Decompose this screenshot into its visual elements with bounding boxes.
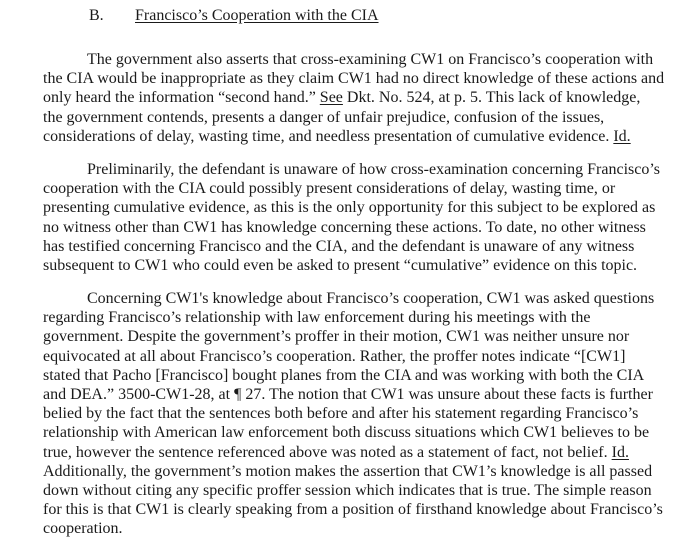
text-line: true, however the sentence referenced above was noted as a statement of fact, not belief. Id. bbox=[43, 443, 629, 461]
text-line: for this is that CW1 is clearly speaking from a position of firsthand knowledge about Francisco’s bbox=[43, 501, 663, 519]
section-heading bbox=[89, 6, 379, 26]
text-line: the CIA would be inappropriate as they claim CW1 had no direct knowledge of these actions and bbox=[43, 70, 665, 88]
text-line: down without citing any specific proffer session which indicates that is true. The simple reason bbox=[43, 482, 652, 500]
text-line: the government contends, presents a danger of unfair prejudice, confusion of the issues, bbox=[43, 108, 605, 126]
section-letter: B. bbox=[89, 7, 104, 24]
text-line: relationship with American law enforcement both discuss situations which CW1 believes to be bbox=[43, 424, 650, 442]
text-line: has testified concerning Francisco and the CIA, and the defendant is unaware of any witness bbox=[43, 237, 635, 255]
text-line: government. Despite the government’s proffer in their motion, CW1 was neither unsure nor bbox=[43, 328, 630, 346]
text-line: only heard the information “second hand.” See Dkt. No. 524, at p. 5. This lack of knowledge, bbox=[43, 89, 641, 107]
text-line: cooperation. bbox=[43, 520, 123, 538]
text-line: The government also asserts that cross-examining CW1 on Francisco’s cooperation with bbox=[87, 51, 654, 68]
paragraph-cw1-knowledge bbox=[43, 289, 663, 539]
text-line: Concerning CW1's knowledge about Francisco’s cooperation, CW1 was asked questions bbox=[87, 290, 655, 307]
paragraph-preliminarily bbox=[43, 160, 661, 275]
text-line: stated that Pacho [Francisco] bought planes from the CIA and was working with both the CIA bbox=[43, 366, 645, 384]
text-line: belied by the fact that the sentences both before and after his statement regarding Francisco’s bbox=[43, 405, 639, 423]
text-line: no witness other than CW1 has knowledge concerning these actions. To date, no other witness bbox=[43, 218, 646, 236]
text-line: considerations of delay, wasting time, and needless presentation of cumulative evidence. Id. bbox=[43, 127, 631, 145]
text-line: Additionally, the government’s motion makes the assertion that CW1’s knowledge is all passed bbox=[43, 462, 653, 480]
text-line: equivocated at all about Francisco’s cooperation. Rather, the proffer notes indicate “[CW1] bbox=[43, 347, 626, 365]
text-line: and DEA.” 3500-CW1-28, at ¶ 27. The notion that CW1 was unsure about these facts is further bbox=[43, 386, 653, 404]
text-line: Preliminarily, the defendant is unaware of how cross-examination concerning Francisco’s bbox=[87, 161, 661, 178]
citation-signal: Id. bbox=[613, 127, 631, 145]
citation-signal: Id. bbox=[611, 443, 629, 461]
text-line: presenting cumulative evidence, as this is the only opportunity for this subject to be explored as bbox=[43, 199, 656, 217]
text-line: regarding Francisco’s relationship with law enforcement during his meetings with the bbox=[43, 309, 591, 327]
section-title: Francisco’s Cooperation with the CIA bbox=[135, 7, 379, 24]
paragraph-government-asserts bbox=[43, 50, 665, 146]
citation-signal: See bbox=[319, 89, 343, 107]
text-line: cooperation with the CIA could possibly present considerations of delay, wasting time, or bbox=[43, 180, 616, 198]
text-line: subsequent to CW1 who could even be asked to present “cumulative” evidence on this topic. bbox=[43, 257, 638, 275]
